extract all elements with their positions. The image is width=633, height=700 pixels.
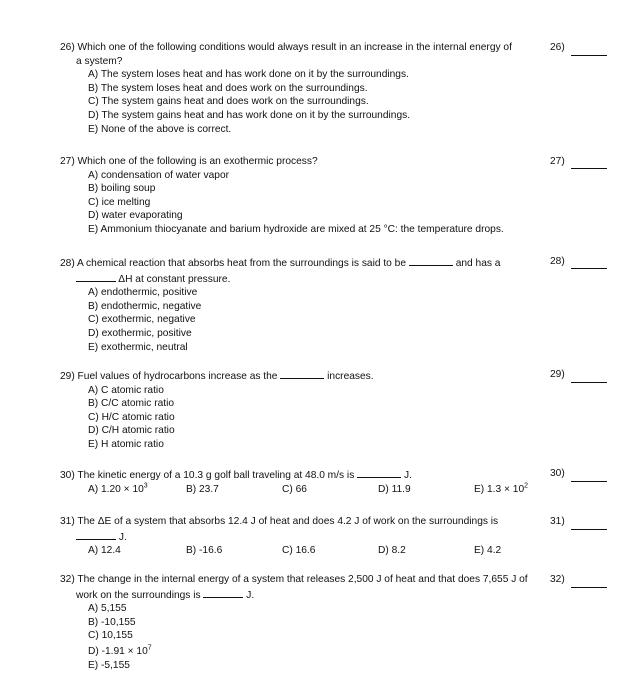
options-row bbox=[60, 544, 540, 558]
answer-number: 32) bbox=[550, 574, 565, 585]
question-32 bbox=[60, 573, 540, 672]
question-29 bbox=[60, 368, 540, 452]
question-stem-cont bbox=[60, 529, 540, 545]
option-d: D) 11.9 bbox=[378, 483, 411, 495]
option-e: E) H atomic ratio bbox=[88, 438, 164, 450]
fill-blank bbox=[409, 255, 453, 266]
answer-number: 31) bbox=[550, 516, 565, 527]
option-b: B) The system loses heat and does work on the surroundings. bbox=[88, 82, 368, 94]
answer-blank[interactable] bbox=[571, 529, 607, 530]
question-stem bbox=[60, 467, 540, 483]
option-a-exponent: 3 bbox=[143, 482, 148, 490]
option-d: D) C/H atomic ratio bbox=[88, 425, 175, 437]
option-e: E) exothermic, neutral bbox=[88, 341, 188, 353]
answer-blank[interactable] bbox=[571, 268, 607, 269]
option-a: A) 5,155 bbox=[88, 603, 127, 615]
option-a: A) endothermic, positive bbox=[88, 287, 198, 299]
fill-blank bbox=[357, 467, 401, 478]
answer-blank[interactable] bbox=[571, 587, 607, 588]
option-e: E) -5,155 bbox=[88, 659, 130, 671]
option-d bbox=[60, 645, 540, 659]
answer-blank[interactable] bbox=[571, 481, 607, 482]
option-a: A) 12.4 bbox=[88, 545, 121, 557]
question-26 bbox=[60, 41, 540, 136]
option-c: C) 66 bbox=[282, 483, 307, 495]
stem-part1: 30) The kinetic energy of a 10.3 g golf ball traveling at 48.0 m/s is bbox=[60, 470, 355, 481]
question-stem bbox=[60, 255, 540, 271]
option-e: E) Ammonium thiocyanate and barium hydroxide are mixed at 25 °C: the temperature drops. bbox=[88, 223, 504, 235]
stem-part1: 29) Fuel values of hydrocarbons increase as the bbox=[60, 371, 278, 382]
stem-part2: increases. bbox=[327, 371, 374, 382]
option-b: B) endothermic, negative bbox=[88, 300, 202, 312]
options-row bbox=[60, 483, 540, 497]
option-d-exponent: 7 bbox=[147, 644, 152, 652]
option-a: A) condensation of water vapor bbox=[88, 169, 230, 181]
option-b: B) boiling soup bbox=[88, 183, 156, 195]
option-d: D) The system gains heat and has work done on it by the surroundings. bbox=[88, 109, 411, 121]
option-c: C) 16.6 bbox=[282, 545, 316, 557]
option-d: D) water evaporating bbox=[88, 210, 183, 222]
option-b: B) C/C atomic ratio bbox=[88, 398, 175, 410]
option-d-base: D) -1.91 × 10 bbox=[88, 645, 148, 657]
answer-blank[interactable] bbox=[571, 382, 607, 383]
answer-blank[interactable] bbox=[571, 55, 607, 56]
answer-number: 30) bbox=[550, 468, 565, 479]
question-27 bbox=[60, 155, 540, 237]
option-e-exponent: 2 bbox=[524, 482, 529, 490]
option-e: E) None of the above is correct. bbox=[88, 123, 232, 135]
question-stem-cont bbox=[60, 271, 540, 287]
question-stem-cont bbox=[60, 587, 540, 603]
option-c: C) ice melting bbox=[88, 196, 151, 208]
option-d: D) 8.2 bbox=[378, 545, 406, 557]
question-stem: 31) The ΔE of a system that absorbs 12.4 J of heat and does 4.2 J of work on the surroundings is bbox=[60, 516, 499, 527]
stem-part1: 28) A chemical reaction that absorbs heat from the surroundings is said to be bbox=[60, 258, 407, 269]
option-a-base: A) 1.20 × 10 bbox=[88, 483, 144, 495]
answer-number: 28) bbox=[550, 256, 565, 267]
stem-line2-part1: work on the surroundings is bbox=[76, 589, 201, 601]
option-d: D) exothermic, positive bbox=[88, 327, 192, 339]
option-a: A) The system loses heat and has work done on it by the surroundings. bbox=[88, 69, 409, 81]
fill-blank bbox=[203, 587, 243, 598]
answer-number: 26) bbox=[550, 42, 565, 53]
stem-part2: and has a bbox=[455, 258, 501, 269]
fill-blank bbox=[76, 271, 116, 282]
stem-line2: J. bbox=[118, 531, 127, 543]
question-30 bbox=[60, 467, 540, 497]
question-stem: 26) Which one of the following conditions would always result in an increase in the internal energy of bbox=[60, 42, 512, 53]
question-28 bbox=[60, 255, 540, 354]
question-stem-cont: a system? bbox=[76, 55, 123, 67]
answer-blank[interactable] bbox=[571, 168, 607, 169]
option-a: A) C atomic ratio bbox=[88, 384, 164, 396]
fill-blank bbox=[280, 368, 324, 379]
stem-line2: ΔH at constant pressure. bbox=[118, 273, 231, 285]
question-stem bbox=[60, 368, 540, 384]
question-stem: 32) The change in the internal energy of a system that releases 2,500 J of heat and that does 7,655 J of bbox=[60, 574, 528, 585]
option-e: E) 4.2 bbox=[474, 545, 502, 557]
stem-part2: J. bbox=[403, 470, 412, 481]
option-a bbox=[88, 483, 148, 497]
question-stem: 27) Which one of the following is an exothermic process? bbox=[60, 156, 318, 167]
option-b: B) -10,155 bbox=[88, 616, 136, 628]
option-e-base: E) 1.3 × 10 bbox=[474, 483, 525, 495]
stem-line2-part2: J. bbox=[246, 589, 255, 601]
option-c: C) exothermic, negative bbox=[88, 314, 196, 326]
answer-number: 27) bbox=[550, 156, 565, 167]
option-c: C) The system gains heat and does work on the surroundings. bbox=[88, 96, 369, 108]
option-b: B) 23.7 bbox=[186, 483, 219, 495]
option-c: C) H/C atomic ratio bbox=[88, 411, 175, 423]
question-31 bbox=[60, 515, 540, 558]
option-b: B) -16.6 bbox=[186, 545, 223, 557]
option-e bbox=[474, 483, 528, 497]
option-c: C) 10,155 bbox=[88, 630, 133, 642]
fill-blank bbox=[76, 529, 116, 540]
answer-number: 29) bbox=[550, 369, 565, 380]
